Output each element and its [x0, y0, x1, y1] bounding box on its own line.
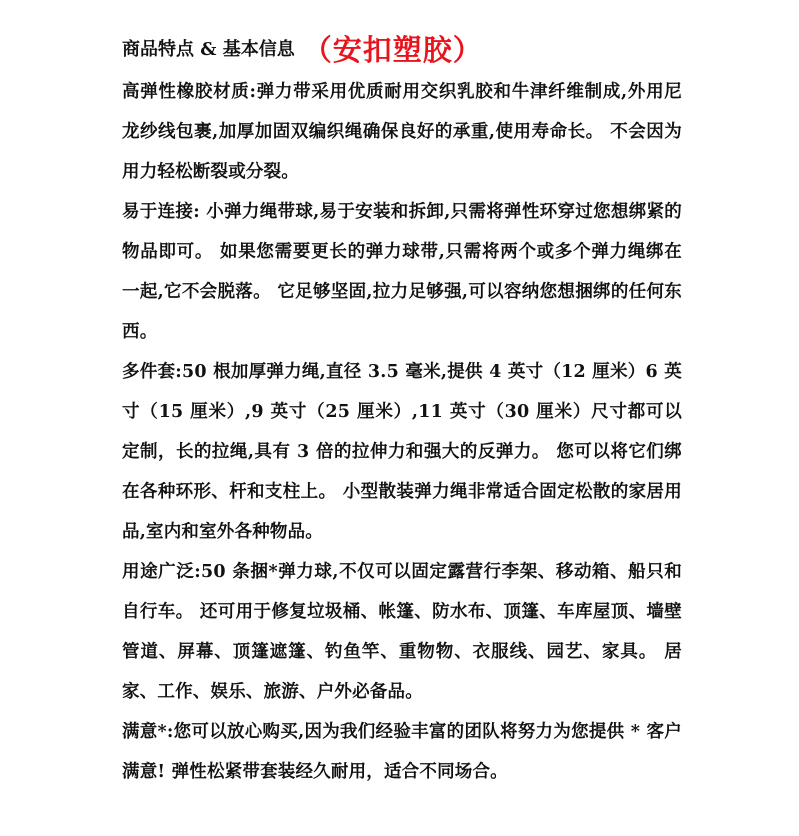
paragraph-body: 您可以放心购买,因为我们经验丰富的团队将努力为您提供 * 客户满意! 弹性松紧带套装经久耐用，适合不同场合。 — [122, 722, 682, 782]
header — [122, 24, 682, 72]
paragraph-body: 50 条捆*弹力球,不仅可以固定露营行李架、移动箱、船只和自行车。 还可用于修复垃圾桶、帐篷、防水布、顶篷、车库屋顶、墙壁管道、屏幕、顶篷遮篷、钓鱼竿、重物物、衣服线、园艺、家具。 居家、工作、娱乐、旅游、户外必备品。 — [122, 562, 682, 702]
paragraph-set — [122, 352, 682, 552]
paragraph-lead: 高弹性橡胶材质: — [122, 82, 257, 102]
paragraph-material — [122, 72, 682, 192]
paragraph-lead: 满意*: — [122, 722, 174, 742]
section-title: 商品特点 & 基本信息 — [122, 39, 295, 60]
paragraph-lead: 用途广泛: — [122, 562, 201, 582]
paragraph-body: 弹力带采用优质耐用交织乳胶和牛津纤维制成,外用尼龙纱线包裹,加厚加固双编织绳确保良好的承重,使用寿命长。 不会因为用力轻松断裂或分裂。 — [122, 82, 682, 182]
paragraph-uses — [122, 552, 682, 712]
paragraph-body: 小弹力绳带球,易于安装和拆卸,只需将弹性环穿过您想绑紧的物品即可。 如果您需要更长的弹力球带,只需将两个或多个弹力绳绑在一起,它不会脱落。 它足够坚固,拉力足够强,可以容纳您想捆绑的任何东西。 — [122, 202, 683, 342]
paragraph-body: 50 根加厚弹力绳,直径 3.5 毫米,提供 4 英寸（12 厘米）6 英寸（15 厘米）,9 英寸（25 厘米）,11 英寸（30 厘米）尺寸都可以定制，长的拉绳,具有 3 倍的拉伸力和强大的反弹力。 您可以将它们绑在各种环形、杆和支柱上。 小型散装弹力绳非常适合固定松散的家居用品,室内和室外各种物品。 — [122, 362, 682, 542]
paragraph-connect — [122, 192, 682, 352]
product-description — [122, 24, 682, 792]
paragraph-lead: 易于连接: — [122, 202, 200, 222]
brand-name: （安扣塑胶） — [302, 32, 483, 67]
paragraph-lead: 多件套: — [122, 362, 182, 382]
paragraph-satisfaction — [122, 712, 682, 792]
